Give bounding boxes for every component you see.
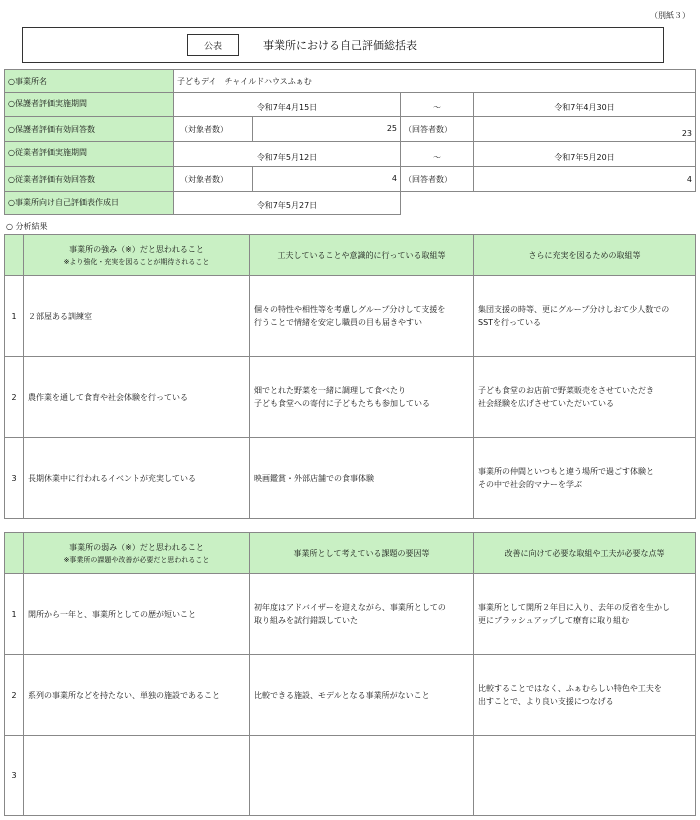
page-title: 事業所における自己評価総括表 bbox=[263, 39, 417, 52]
guardian-period-start: 令和7年4月15日 bbox=[173, 92, 401, 117]
staff-resp-label: ○従業者評価有効回答数 bbox=[4, 166, 174, 192]
created-blank bbox=[400, 191, 696, 215]
guardian-answer-value: 23 bbox=[473, 116, 696, 142]
guardian-resp-label: ○保護者評価有効回答数 bbox=[4, 116, 174, 142]
created-label: ○事業所向け自己評価表作成日 bbox=[4, 191, 174, 215]
weakness-row-item: 系列の事業所などを持たない、単独の施設であること bbox=[23, 654, 250, 736]
strengths-num-header bbox=[4, 234, 24, 276]
staff-period-tilde: ～ bbox=[400, 141, 474, 167]
staff-target-label: （対象者数） bbox=[173, 166, 253, 192]
weaknesses-header-title: 事業所の弱み（※）だと思われること bbox=[69, 542, 204, 552]
staff-period-end: 令和7年5月20日 bbox=[473, 141, 696, 167]
staff-period-label: ○従業者評価実施期間 bbox=[4, 141, 174, 167]
strength-row-num: 2 bbox=[4, 356, 24, 438]
analysis-label: ○ 分析結果 bbox=[6, 222, 48, 231]
strengths-header-sub: ※より強化・充実を図ることが期待されること bbox=[63, 257, 210, 266]
guardian-period-end: 令和7年4月30日 bbox=[473, 92, 696, 117]
strength-row-effort: 畑でとれた野菜を一緒に調理して食べたり 子ども食堂への寄付に子どもたちも参加している bbox=[249, 356, 474, 438]
strength-row-improve: 子ども食堂のお店前で野菜販売をさせていただき 社会経験を広げさせていただいている bbox=[473, 356, 696, 438]
weaknesses-header-3: 改善に向けて必要な取組や工夫が必要な点等 bbox=[473, 532, 696, 574]
office-label: ○事業所名 bbox=[4, 69, 174, 93]
strength-row-improve: 事業所の仲間といつもと違う場所で過ごす体験と その中で社会的マナーを学ぶ bbox=[473, 437, 696, 519]
public-badge: 公表 bbox=[187, 34, 239, 56]
strengths-header-3: さらに充実を図るための取組等 bbox=[473, 234, 696, 276]
strength-row-num: 1 bbox=[4, 275, 24, 357]
strengths-header-1 bbox=[23, 234, 250, 276]
weakness-row-item bbox=[23, 735, 250, 816]
weaknesses-num-header bbox=[4, 532, 24, 574]
strength-row-improve: 集団支援の時等、更にグループ分けしおて少人数での SSTを行っている bbox=[473, 275, 696, 357]
staff-answer-label: （回答者数） bbox=[400, 166, 474, 192]
weakness-row-improve: 比較することではなく、ふぁむらしい特色や工夫を 出すことで、より良い支援につなげる bbox=[473, 654, 696, 736]
guardian-target-label: （対象者数） bbox=[173, 116, 253, 142]
office-value: 子どもデイ チャイルドハウスふぁむ bbox=[173, 69, 696, 93]
guardian-period-label: ○保護者評価実施期間 bbox=[4, 92, 174, 117]
strengths-header-2: 工夫していることや意識的に行っている取組等 bbox=[249, 234, 474, 276]
created-date: 令和7年5月27日 bbox=[173, 191, 401, 215]
appendix-note: （別紙３） bbox=[650, 11, 690, 20]
guardian-answer-label: （回答者数） bbox=[400, 116, 474, 142]
guardian-target-value: 25 bbox=[252, 116, 401, 142]
strengths-header-title: 事業所の強み（※）だと思われること bbox=[69, 244, 204, 254]
weakness-row-num: 2 bbox=[4, 654, 24, 736]
title-box bbox=[22, 27, 664, 63]
strength-row-item: ２部屋ある訓練室 bbox=[23, 275, 250, 357]
strength-row-num: 3 bbox=[4, 437, 24, 519]
weakness-row-cause: 初年度はアドバイザーを迎えながら、事業所としての 取り組みを試行錯誤していた bbox=[249, 573, 474, 655]
weakness-row-improve: 事業所として開所２年目に入り、去年の反省を生かし 更にブラッシュアップして療育に取り組む bbox=[473, 573, 696, 655]
weakness-row-item: 開所から一年と、事業所としての歴が短いこと bbox=[23, 573, 250, 655]
weakness-row-cause bbox=[249, 735, 474, 816]
strength-row-effort: 映画鑑賞・外部店舗での食事体験 bbox=[249, 437, 474, 519]
guardian-period-tilde: ～ bbox=[400, 92, 474, 117]
weakness-row-num: 3 bbox=[4, 735, 24, 816]
weaknesses-header-2: 事業所として考えている課題の要因等 bbox=[249, 532, 474, 574]
weakness-row-num: 1 bbox=[4, 573, 24, 655]
weaknesses-header-1 bbox=[23, 532, 250, 574]
weakness-row-improve bbox=[473, 735, 696, 816]
staff-target-value: 4 bbox=[252, 166, 401, 192]
staff-answer-value: 4 bbox=[473, 166, 696, 192]
strength-row-effort: 個々の特性や相性等を考慮しグループ分けして支援を 行うことで情緒を安定し職員の目も届きやすい bbox=[249, 275, 474, 357]
staff-period-start: 令和7年5月12日 bbox=[173, 141, 401, 167]
strength-row-item: 農作業を通して食育や社会体験を行っている bbox=[23, 356, 250, 438]
weaknesses-header-sub: ※事業所の課題や改善が必要だと思われること bbox=[63, 555, 210, 564]
weakness-row-cause: 比較できる施設、モデルとなる事業所がないこと bbox=[249, 654, 474, 736]
strength-row-item: 長期休業中に行われるイベントが充実している bbox=[23, 437, 250, 519]
